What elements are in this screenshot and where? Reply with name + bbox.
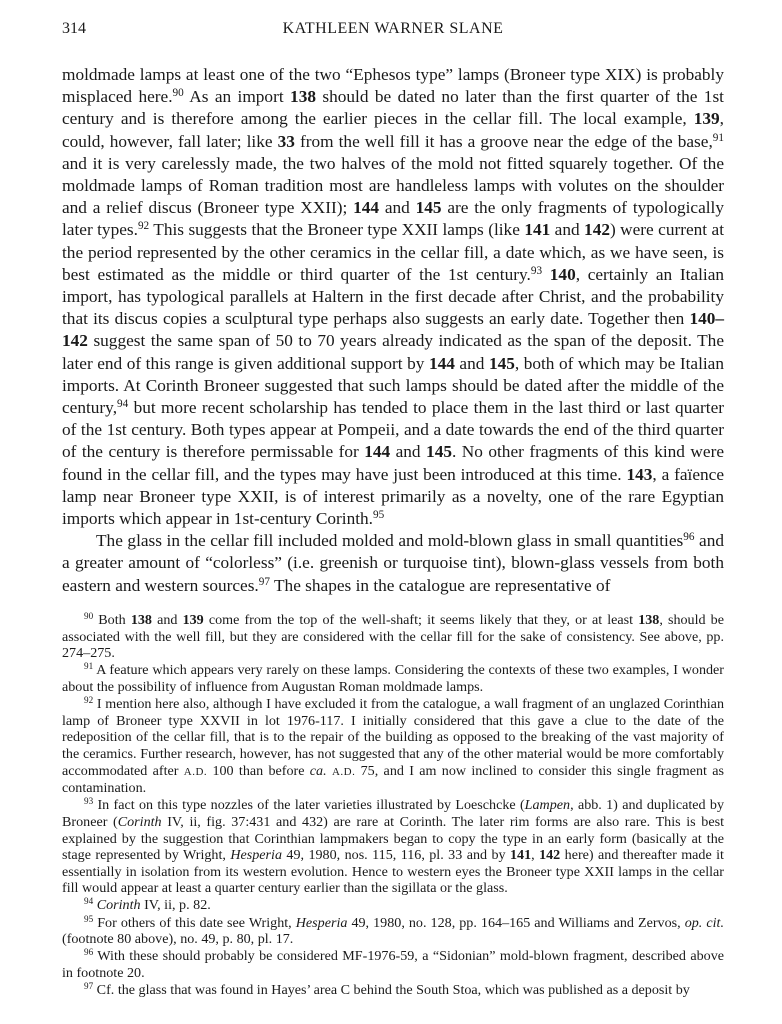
text-run: Both bbox=[93, 612, 131, 628]
small-caps-text: A.D. bbox=[331, 765, 356, 778]
text-run: , bbox=[531, 847, 540, 864]
italic-text: Hesperia bbox=[230, 847, 282, 864]
catalogue-number: 144 bbox=[428, 353, 455, 373]
footnote-ref: 95 bbox=[84, 913, 94, 924]
footnotes bbox=[62, 612, 724, 999]
text-run: should be dated no later than the first quarter of the 1st century and is therefore among the earlier pieces in the cellar fill. The local example, bbox=[62, 87, 724, 129]
footnote-ref: 93 bbox=[530, 264, 543, 277]
catalogue-number: 142 bbox=[539, 847, 561, 864]
small-caps-text: A.D. bbox=[183, 765, 208, 778]
catalogue-number: 140–142 bbox=[62, 309, 724, 351]
footnote-ref: 96 bbox=[84, 947, 94, 958]
text-run: 75, and I am now inclined to consider this single fragment as contamination. bbox=[62, 762, 725, 797]
italic-text: Corinth bbox=[96, 897, 141, 914]
italic-text: Lampen bbox=[524, 797, 571, 814]
text-run: As an import bbox=[183, 87, 291, 107]
running-title: KATHLEEN WARNER SLANE bbox=[282, 20, 504, 37]
catalogue-number: 144 bbox=[353, 198, 380, 218]
text-run: and bbox=[390, 442, 427, 462]
text-run: and a greater amount of “colorless” (i.e. greenish or turquoise tint), blown-glass vessels from both eastern and western sources. bbox=[62, 531, 724, 595]
text-run: from the well fill it has a groove near the edge of the base, bbox=[294, 131, 713, 151]
footnote-ref: 92 bbox=[84, 695, 94, 706]
text-run: , a faïence lamp near Broneer type XXII, is of interest primarily as a novelty, one of the rare Egyptian imports which appear in 1st-century Corinth. bbox=[62, 464, 724, 529]
catalogue-number: 141 bbox=[524, 220, 551, 240]
footnote-ref: 93 bbox=[84, 796, 94, 807]
text-run: This suggests that the Broneer type XXII lamps (like bbox=[149, 220, 525, 240]
catalogue-number: 138 bbox=[130, 612, 152, 628]
text-run: and bbox=[454, 353, 489, 373]
text-run: IV, ii, fig. 37:431 and 432) are rare at Corinth. The later rim forms are also rare. This is best explained by the suggestion that Corinthian lampmakers began to copy the type in an early form (basically at the stage represented by Wright, bbox=[62, 813, 725, 864]
italic-text: Hesperia bbox=[295, 914, 348, 931]
footnote-ref: 94 bbox=[84, 896, 94, 907]
catalogue-number: 141 bbox=[509, 847, 532, 864]
text-run: In fact on this type nozzles of the later varieties illustrated by Loeschcke ( bbox=[93, 797, 525, 814]
footnote bbox=[62, 612, 724, 662]
footnote-ref: 91 bbox=[84, 661, 94, 672]
catalogue-number: 138 bbox=[638, 612, 660, 628]
text-run bbox=[542, 265, 550, 284]
text-run: IV, ii, p. 82. bbox=[140, 897, 211, 914]
footnote bbox=[62, 982, 724, 999]
italic-text: ca. bbox=[309, 762, 327, 779]
text-run: Cf. the glass that was found in Hayes’ area C behind the South Stoa, which was published as a deposit by bbox=[93, 982, 690, 999]
text-run: , could, however, fall later; like bbox=[62, 109, 724, 151]
catalogue-number: 142 bbox=[584, 220, 610, 240]
text-run: suggest the same span of 50 to 70 years already indicated as the span of the deposit. The later end of this range is given additional support by bbox=[62, 331, 724, 373]
text-run: The glass in the cellar fill included molded and mold-blown glass in small quantities bbox=[96, 531, 684, 551]
catalogue-number: 33 bbox=[277, 131, 295, 151]
footnote bbox=[62, 797, 724, 897]
text-run: come from the top of the well-shaft; it seems likely that they, or at least bbox=[203, 612, 639, 628]
text-run: , both of which may be Italian imports. At Corinth Broneer suggested that such lamps should be dated after the middle of the century, bbox=[62, 353, 724, 418]
footnote-ref: 90 bbox=[84, 610, 94, 621]
text-run: 100 than before bbox=[207, 762, 310, 779]
catalogue-number: 139 bbox=[182, 612, 204, 628]
footnote-ref: 96 bbox=[683, 531, 695, 544]
catalogue-number: 145 bbox=[488, 353, 515, 373]
catalogue-number: 145 bbox=[415, 198, 442, 218]
footnote bbox=[62, 915, 724, 948]
text-run: here) and thereafter made it essentially in isolation from its western evolution. Hence to western eyes the Broneer type XXII lamps in the cellar fill would appear at least a quarter century earlier than the sigillata or the glass. bbox=[62, 847, 724, 897]
footnote-ref: 97 bbox=[84, 981, 94, 992]
italic-text: Corinth bbox=[117, 813, 162, 830]
footnote-ref: 94 bbox=[117, 397, 129, 410]
footnote-ref: 95 bbox=[373, 508, 385, 521]
catalogue-number: 145 bbox=[426, 442, 452, 462]
text-run: I mention here also, although I have excluded it from the catalogue, a wall fragment of an unglazed Corinthian lamp of Broneer type XXVII in lot 1976-117. I initially considered that this gave a clue to the date of the redeposition of the cellar fill, that is to the repair of the building as opposed to the breaking of the vast majority of the ceramics. Further research, however, has not suggested that any of the other material would be more comfortably accommodated after bbox=[62, 696, 724, 779]
text-run: 49, 1980, nos. 115, 116, pl. 33 and by bbox=[282, 847, 510, 864]
footnote bbox=[62, 897, 724, 914]
running-header bbox=[62, 20, 724, 44]
catalogue-number: 140 bbox=[549, 264, 576, 284]
text-run: , certainly an Italian import, has typological parallels at Haltern in the first decade after Christ, and the probability that its discus copies a sculptural type perhaps also suggests an early date. Together then bbox=[62, 264, 725, 329]
text-run: and bbox=[550, 220, 585, 240]
text-run: . No other fragments of this kind were found in the cellar fill, and the types may have just been introduced at this time. bbox=[62, 442, 724, 484]
catalogue-number: 144 bbox=[364, 442, 391, 462]
footnote bbox=[62, 696, 724, 797]
text-run: ) were current at the period represented by the other ceramics in the cellar fill, a date which, as we have seen, is best estimated as the middle or third quarter of the 1st century. bbox=[62, 220, 724, 284]
text-run: For others of this date see Wright, bbox=[93, 914, 296, 931]
footnote-ref: 91 bbox=[712, 131, 724, 144]
footnote-ref: 90 bbox=[172, 87, 184, 100]
text-run: With these should probably be considered MF-1976-59, a “Sidonian” mold-blown fragment, described above in footnote 20. bbox=[62, 948, 724, 982]
text-run: but more recent scholarship has tended to place them in the last third or last quarter of the 1st century. Both types appear at Pompeii, and a date towards the end of the third quarter of the century is therefore permissable for bbox=[62, 398, 724, 462]
footnote bbox=[62, 662, 724, 695]
text-run: , abb. 1) and duplicated by Broneer ( bbox=[62, 797, 724, 830]
italic-text: op. cit. bbox=[684, 914, 724, 931]
text-run: A feature which appears very rarely on these lamps. Considering the contexts of these two examples, I wonder about the possibility of influence from Augustan Roman moldmade lamps. bbox=[62, 662, 724, 695]
paragraph bbox=[62, 530, 724, 597]
text-run: and it is very carelessly made, the two halves of the mold not fitted squarely together. Of the moldmade lamps of Roman tradition most are handleless lamps with volutes on the shoulder and a relief discus (Broneer type XXII); bbox=[62, 153, 724, 218]
text-run: (footnote 80 above), no. 49, p. 80, pl. 17. bbox=[62, 931, 294, 948]
text-run: moldmade lamps at least one of the two “Ephesos type” lamps (Broneer type XIX) is probably misplaced here. bbox=[62, 65, 724, 107]
footnote-ref: 92 bbox=[137, 220, 150, 233]
text-run: , should be associated with the well fill, but they are considered with the cellar fill for the sake of consistency. See above, pp. 274–275. bbox=[62, 612, 724, 662]
footnote bbox=[62, 948, 724, 981]
footnote-ref: 97 bbox=[258, 575, 270, 588]
text-run: 49, 1980, no. 128, pp. 164–165 and Williams and Zervos, bbox=[347, 914, 685, 931]
paragraph bbox=[62, 64, 724, 530]
main-text bbox=[62, 64, 724, 597]
catalogue-number: 143 bbox=[626, 464, 653, 484]
text-run: are the only fragments of typologically later types. bbox=[62, 198, 725, 240]
catalogue-number: 138 bbox=[290, 87, 316, 107]
catalogue-number: 139 bbox=[693, 109, 720, 129]
page-number: 314 bbox=[62, 20, 86, 37]
text-run: and bbox=[151, 612, 183, 628]
text-run: The shapes in the catalogue are representative of bbox=[269, 575, 611, 595]
text-run: and bbox=[379, 198, 416, 218]
